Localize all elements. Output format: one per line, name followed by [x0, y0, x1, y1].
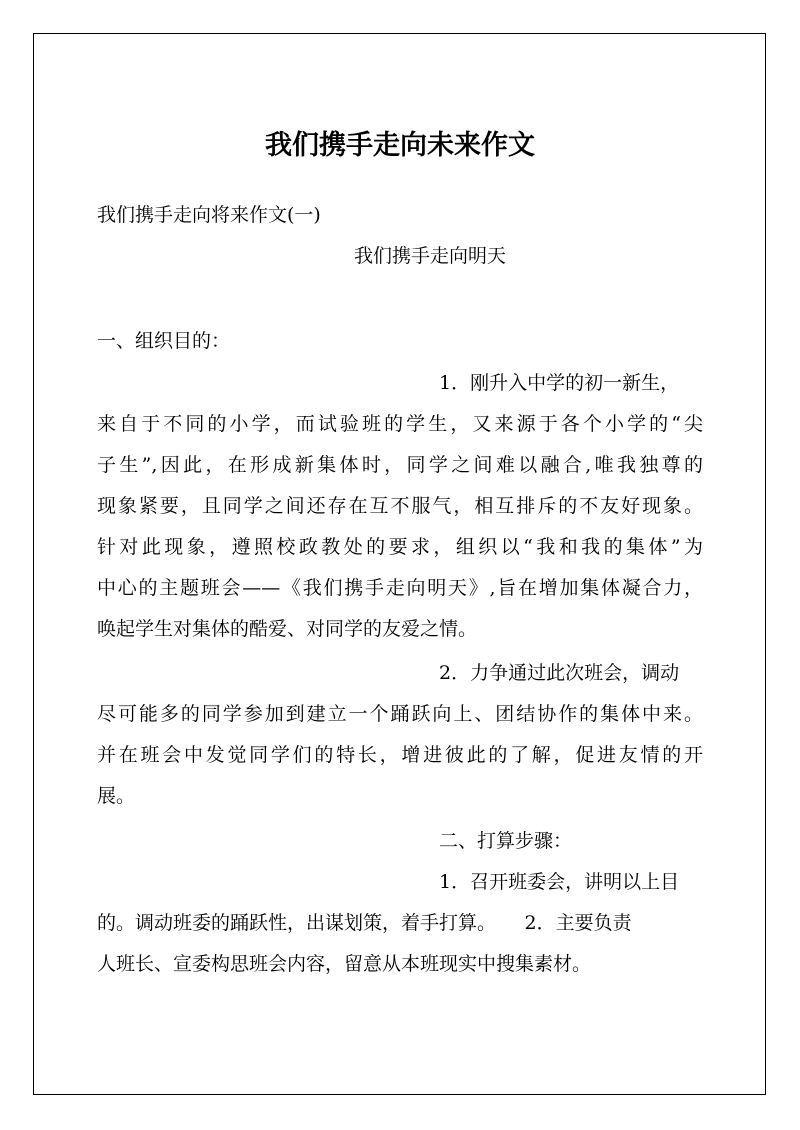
- document-title: 我们携手走向未来作文: [265, 130, 535, 161]
- paragraph-line: 的。调动班委的踊跃性，出谋划策，着手打算。 2．主要负责: [97, 912, 632, 934]
- paragraph-line: 子生”,因此，在形成新集体时，同学之间难以融合,唯我独尊的: [97, 454, 703, 476]
- paragraph-line: 1．召开班委会，讲明以上目: [439, 871, 680, 893]
- paragraph-line: 唤起学生对集体的酷爱、对同学的友爱之情。: [97, 618, 478, 640]
- heading-purpose: 一、组织目的：: [97, 330, 231, 352]
- paragraph-line: 尽可能多的同学参加到建立一个踊跃向上、团结协作的集体中来。: [97, 703, 703, 725]
- section-label: 我们携手走向将来作文(一): [97, 204, 321, 226]
- paragraph-line: 针对此现象，遵照校政教处的要求，组织以“我和我的集体”为: [97, 536, 703, 558]
- document-subtitle: 我们携手走向明天: [354, 245, 507, 267]
- paragraph-line: 中心的主题班会——《我们携手走向明天》,旨在增加集体凝合力，: [97, 577, 703, 599]
- paragraph-line: 现象紧要，且同学之间还存在互不服气，相互排斥的不友好现象。: [97, 495, 703, 517]
- paragraph-line: 人班长、宣委构思班会内容，留意从本班现实中搜集素材。: [97, 953, 592, 975]
- paragraph-line: 来自于不同的小学，而试验班的学生，又来源于各个小学的“尖: [97, 413, 703, 435]
- paragraph-line: 并在班会中发觉同学们的特长，增进彼此的了解，促进友情的开: [97, 744, 703, 766]
- paragraph-line: 2．力争通过此次班会，调动: [439, 662, 680, 684]
- paragraph-line: 1．刚升入中学的初一新生，: [439, 372, 680, 394]
- heading-steps: 二、打算步骤：: [439, 830, 573, 852]
- paragraph-line: 展。: [97, 785, 136, 807]
